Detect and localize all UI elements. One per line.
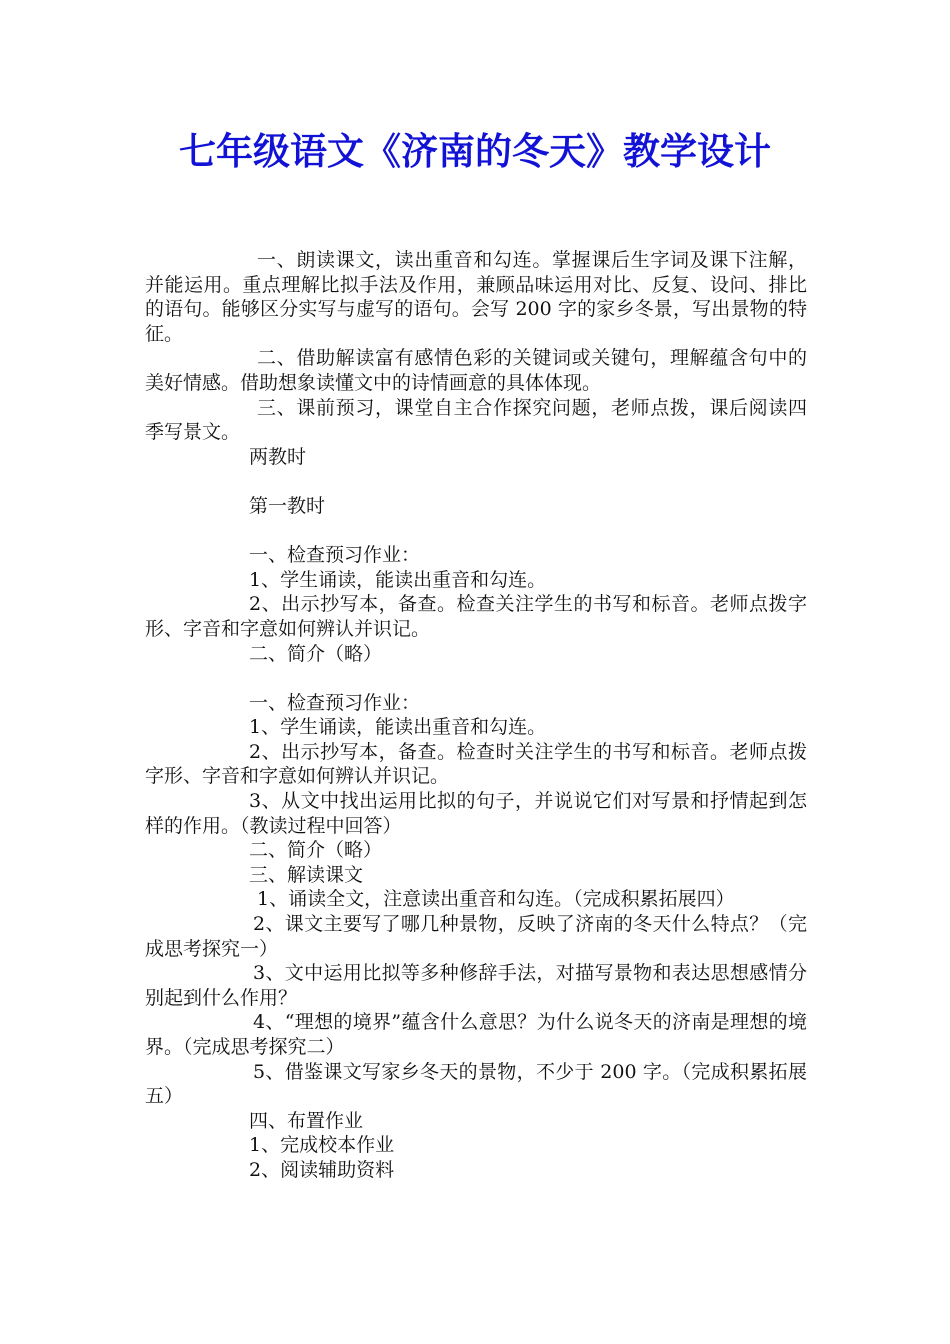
paragraph-check-preview: 一、检查预习作业：	[249, 544, 421, 567]
list-item: 3、文中运用比拟等多种修辞手法，对描写景物和表达思想感情分别起到什么作用？	[145, 962, 807, 1009]
paragraph-interpret-text: 三、解读课文	[249, 863, 364, 886]
paragraph-objective-2: 二、借助解读富有感情色彩的关键词或关键句，理解蕴含句中的美好情感。借助想象读懂文中的诗情画意的具体体现。	[145, 347, 807, 394]
paragraph-intro: 二、简介（略）	[249, 642, 383, 665]
paragraph-intro: 二、简介（略）	[249, 839, 383, 862]
list-item: 2、出示抄写本，备查。检查时关注学生的书写和标音。老师点拨字形、字音和字意如何辨认并识记。	[145, 740, 807, 788]
blank-line	[145, 519, 807, 544]
paragraph-objective-3: 三、课前预习，课堂自主合作探究问题，老师点拨，课后阅读四季写景文。	[145, 396, 807, 444]
list-item: 1、学生诵读，能读出重音和勾连。	[249, 716, 547, 739]
document-body	[145, 248, 807, 1183]
list-item: 4、“理想的境界”蕴含什么意思？为什么说冬天的济南是理想的境界。（完成思考探究二）	[145, 1011, 807, 1058]
list-item: 2、阅读辅助资料	[249, 1158, 395, 1181]
paragraph-homework: 四、布置作业	[249, 1109, 364, 1132]
paragraph-objective-1: 一、朗读课文，读出重音和勾连。掌握课后生字词及课下注解，并能运用。重点理解比拟手法及作用，兼顾品味运用对比、反复、设问、排比的语句。能够区分实写与虚写的语句。会写 200 字的家乡冬景，写出景物的特征。	[145, 249, 807, 345]
blank-line	[145, 666, 807, 691]
list-item: 1、完成校本作业	[249, 1134, 395, 1157]
list-item: 3、从文中找出运用比拟的句子，并说说它们对写景和抒情起到怎样的作用。（教读过程中回答）	[145, 790, 807, 837]
paragraph-check-preview: 一、检查预习作业：	[249, 691, 421, 714]
blank-line	[145, 469, 807, 494]
document-title: 七年级语文《济南的冬天》教学设计	[179, 130, 771, 173]
list-item: 1、诵读全文，注意读出重音和勾连。（完成积累拓展四）	[257, 888, 735, 911]
list-item: 2、出示抄写本，备查。检查关注学生的书写和标音。老师点拨字形、字音和字意如何辨认并识记。	[145, 593, 807, 640]
paragraph-class-hours: 两教时	[249, 445, 307, 468]
list-item: 1、学生诵读，能读出重音和勾连。	[249, 568, 547, 591]
section-heading-first-lesson: 第一教时	[249, 494, 326, 517]
list-item: 5、借鉴课文写家乡冬天的景物，不少于 200 字。（完成积累拓展五）	[145, 1060, 807, 1108]
list-item: 2、课文主要写了哪几种景物，反映了济南的冬天什么特点？（完成思考探究一）	[145, 913, 807, 960]
